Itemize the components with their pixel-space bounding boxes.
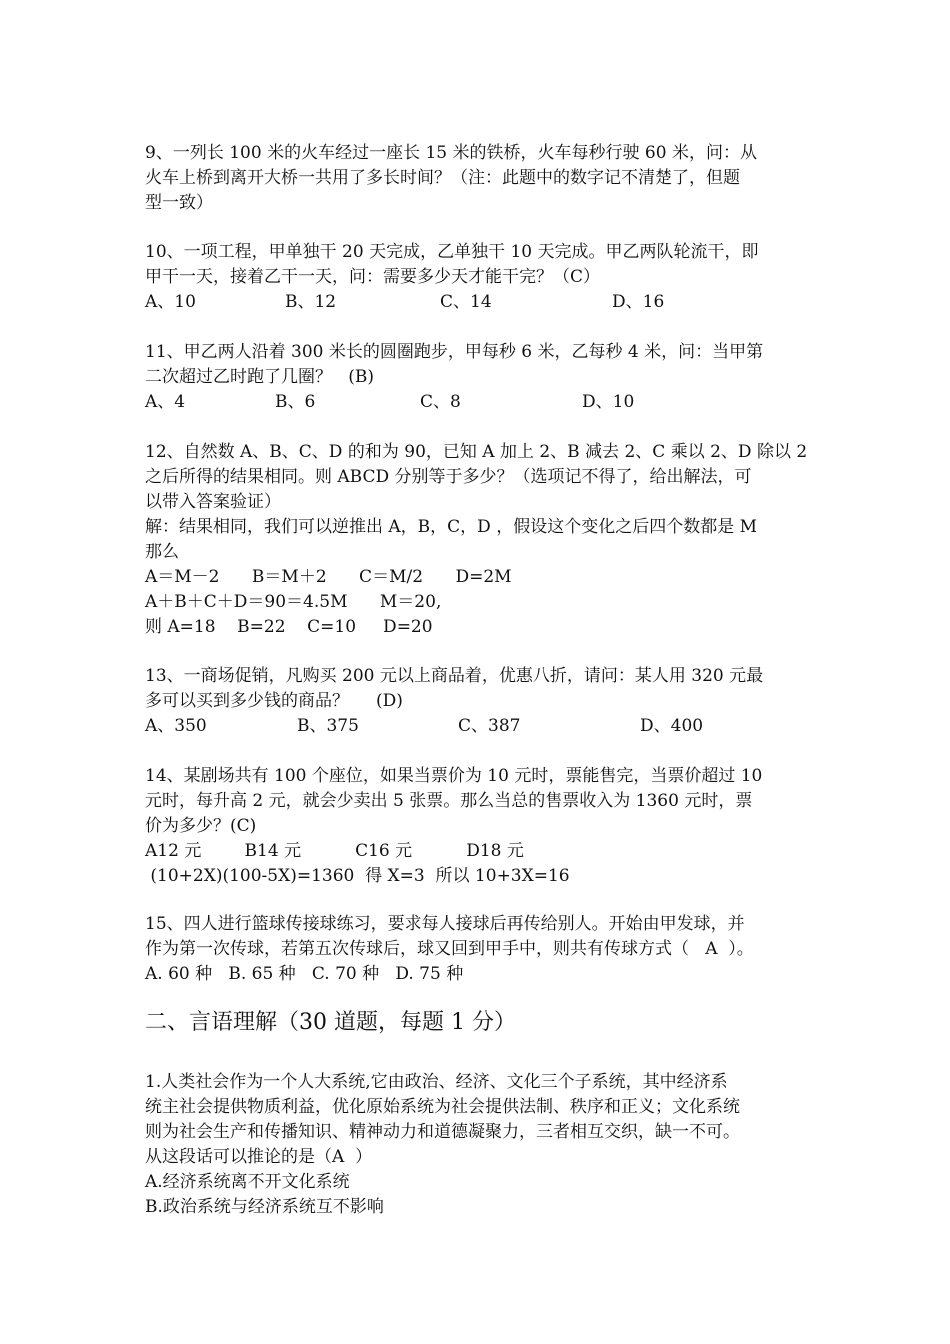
q11-line-1: 11、甲乙两人沿着 300 米长的圆圈跑步，甲每秒 6 米，乙每秒 4 米，问：当甲第: [145, 342, 764, 362]
q10-option-a: A、10: [145, 292, 196, 312]
q13-line-1: 13、一商场促销，凡购买 200 元以上商品着，优惠八折，请问：某人用 320 元最: [145, 666, 764, 686]
q10-option-b: B、12: [285, 292, 337, 312]
q11-option-d: D、10: [582, 392, 635, 412]
q14-solution: (10+2X)(100-5X)=1360 得 X=3 所以 10+3X=16: [145, 866, 570, 886]
q13-line-2: 多可以买到多少钱的商品？ (D): [145, 691, 403, 711]
s2-q1-line-2: 统主社会提供物质利益，优化原始系统为社会提供法制、秩序和正义；文化系统: [145, 1097, 740, 1117]
q11-line-2: 二次超过乙时跑了几圈？ (B): [145, 367, 374, 387]
section-heading: 二、言语理解（30 道题，每题 1 分）: [145, 1010, 516, 1035]
q10-option-d: D、16: [612, 292, 665, 312]
q13-option-b: B、375: [297, 716, 359, 736]
q10-line-2: 甲干一天，接着乙干一天，问：需要多少天才能干完？（C）: [145, 267, 601, 287]
q11-option-a: A、4: [145, 392, 186, 412]
q9-line-2: 火车上桥到离开大桥一共用了多长时间？（注：此题中的数字记不清楚了，但题: [145, 168, 740, 188]
q9-line-1: 9、一列长 100 米的火车经过一座长 15 米的铁桥，火车每秒行驶 60 米，问：从: [145, 143, 757, 163]
q12-solution-line-2: 那么: [145, 542, 179, 562]
q13-option-d: D、400: [640, 716, 704, 736]
q14-line-3: 价为多少？(C): [145, 816, 257, 836]
q11-option-b: B、6: [275, 392, 316, 412]
s2-q1-line-1: 1.人类社会作为一个人大系统,它由政治、经济、文化三个子系统，其中经济系: [145, 1072, 728, 1092]
q9-line-3: 型一致）: [145, 193, 213, 213]
q15-line-2: 作为第一次传球，若第五次传球后，球又回到甲手中，则共有传球方式（ A ）。: [145, 939, 754, 959]
q10-option-c: C、14: [440, 292, 492, 312]
q14-options: A12 元 B14 元 C16 元 D18 元: [145, 841, 524, 861]
q12-solution-line-4: A＋B＋C＋D＝90＝4.5M M＝20,: [145, 592, 442, 612]
q12-line-3: 以带入答案验证）: [145, 492, 281, 512]
q13-option-c: C、387: [458, 716, 521, 736]
q12-line-1: 12、自然数 A、B、C、D 的和为 90，已知 A 加上 2、B 减去 2、C 乘以 2、D 除以 2: [145, 442, 808, 462]
q10-line-1: 10、一项工程，甲单独干 20 天完成，乙单独干 10 天完成。甲乙两队轮流干，即: [145, 242, 759, 262]
s2-q1-line-4: 从这段话可以推论的是（A ）: [145, 1147, 373, 1167]
s2-q1-line-3: 则为社会生产和传播知识、精神动力和道德凝聚力，三者相互交织，缺一不可。: [145, 1122, 740, 1142]
q11-option-c: C、8: [420, 392, 461, 412]
q12-solution-line-1: 解：结果相同，我们可以逆推出 A，B，C，D ，假设这个变化之后四个数都是 M: [145, 517, 758, 537]
q14-line-1: 14、某剧场共有 100 个座位，如果当票价为 10 元时，票能售完，当票价超过 10: [145, 766, 763, 786]
s2-q1-option-a: A.经济系统离不开文化系统: [145, 1172, 350, 1192]
s2-q1-option-b: B.政治系统与经济系统互不影响: [145, 1197, 384, 1217]
q13-option-a: A、350: [145, 716, 207, 736]
q15-line-1: 15、四人进行篮球传接球练习，要求每人接球后再传给别人。开始由甲发球，并: [145, 914, 745, 934]
q12-solution-line-5: 则 A=18 B=22 C=10 D=20: [145, 617, 433, 637]
q14-line-2: 元时，每升高 2 元，就会少卖出 5 张票。那么当总的售票收入为 1360 元时，票: [145, 791, 753, 811]
q12-solution-line-3: A＝M－2 B＝M＋2 C＝M/2 D=2M: [145, 567, 512, 587]
q15-options: A. 60 种 B. 65 种 C. 70 种 D. 75 种: [145, 964, 464, 984]
q12-line-2: 之后所得的结果相同。则 ABCD 分别等于多少？（选项记不得了，给出解法，可: [145, 467, 752, 487]
